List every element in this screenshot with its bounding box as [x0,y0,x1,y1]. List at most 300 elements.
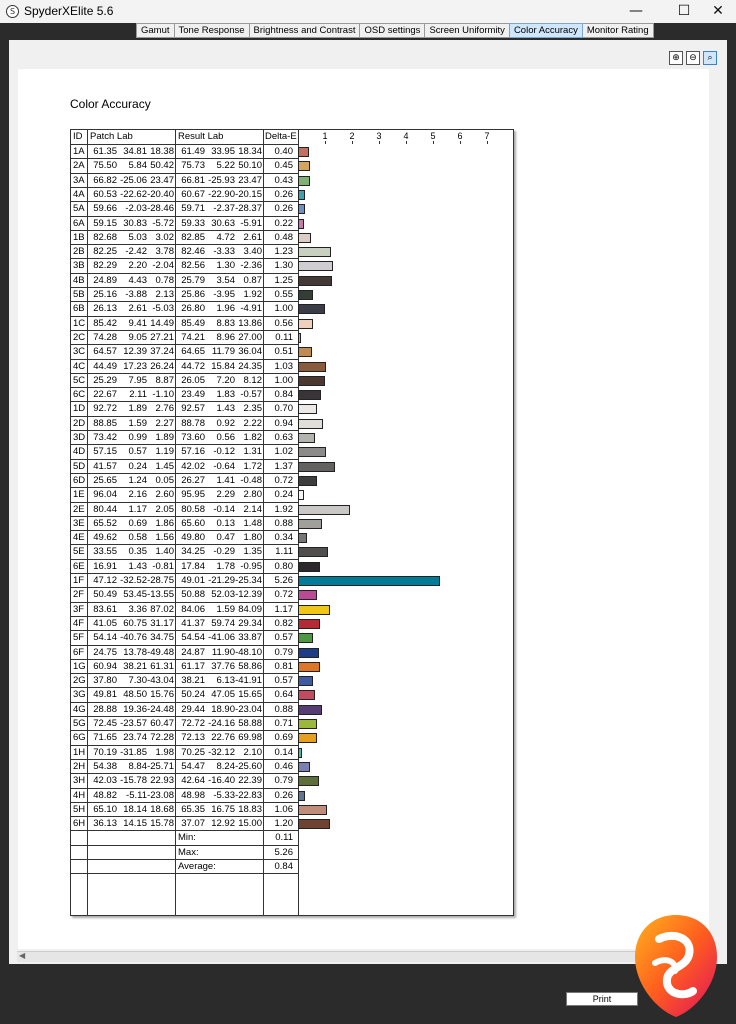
window-title: SpyderXElite 5.6 [24,4,114,18]
delta-e-bar [298,490,304,500]
patch-l: 57.15 [93,446,117,458]
result-b: 1.82 [243,432,262,443]
patch-l: 42.03 [93,775,117,787]
patch-b: -5.72 [152,217,174,229]
patch-l: 54.14 [93,632,117,644]
delta-e-value: 0.46 [274,760,293,772]
result-l: 24.87 [181,646,205,658]
delta-e-bar [298,576,440,586]
title-bar [0,0,736,23]
patch-b: 61.31 [150,660,174,672]
patch-l: 49.62 [93,532,117,544]
patch-b: -28.46 [147,203,174,215]
patch-b: 1.45 [155,460,174,472]
result-a: 18.90 [211,703,235,715]
result-b: -0.95 [240,560,262,572]
result-l: 59.71 [181,203,205,215]
delta-e-bar [298,562,320,572]
patch-l: 28.88 [93,703,117,715]
result-l: 26.27 [181,474,205,486]
patch-a: -40.76 [120,632,147,644]
delta-e-bar [298,662,320,672]
result-a: 59.74 [211,617,235,629]
row-id: 5A [73,203,85,215]
delta-e-value: 0.80 [274,560,293,572]
patch-l: 60.94 [93,660,117,672]
patch-a: 8.84 [128,760,147,772]
result-a: -24.16 [208,718,235,729]
delta-e-value: 0.88 [274,703,293,715]
header-patch-lab: Patch Lab [90,131,133,142]
delta-e-value: 0.82 [274,617,293,629]
delta-e-bar [298,476,317,486]
result-a: -16.40 [208,775,235,787]
result-a: 8.96 [216,331,235,343]
result-b: -25.60 [235,760,262,772]
patch-a: -23.57 [120,718,147,729]
result-l: 61.17 [181,660,205,672]
tab-bar [136,23,654,38]
tab-brightness-and-contrast[interactable]: Brightness and Contrast [250,23,361,38]
result-a: -2.37 [213,203,235,215]
scroll-left-icon[interactable]: ◀ [19,951,26,960]
row-id: 5D [73,460,86,472]
patch-b: 2.05 [155,503,174,515]
delta-e-value: 0.79 [274,775,293,787]
result-a: 0.56 [216,432,235,443]
result-l: 26.05 [181,374,205,386]
result-b: 33.87 [238,632,262,644]
patch-b: -23.08 [147,789,174,801]
delta-e-bar [298,319,313,329]
result-l: 66.81 [181,174,205,186]
summary-value: 5.26 [274,846,293,858]
row-id: 4F [73,617,85,629]
patch-b: 0.78 [155,274,174,286]
result-b: 2.35 [243,403,262,415]
delta-e-value: 1.25 [274,274,293,286]
patch-a: 3.36 [128,603,147,615]
patch-a: 0.58 [128,532,147,544]
result-a: 52.03 [211,589,235,601]
patch-a: -22.62 [120,188,147,200]
patch-l: 70.19 [93,746,117,758]
result-a: 7.20 [216,374,235,386]
patch-b: -20.40 [147,188,174,200]
row-id: 5G [73,718,86,729]
patch-a: 1.59 [128,417,147,429]
patch-a: 48.50 [123,689,147,701]
patch-l: 71.65 [93,732,117,744]
patch-a: 60.75 [123,617,147,629]
row-id: 1F [73,575,85,586]
tab-monitor-rating[interactable]: Monitor Rating [583,23,654,38]
delta-e-bar [298,533,307,543]
patch-l: 61.35 [93,146,117,157]
patch-b: 1.98 [155,746,174,758]
result-l: 60.67 [181,188,205,200]
delta-e-value: 1.92 [274,503,293,515]
result-b: 22.39 [238,775,262,787]
result-b: -41.91 [235,675,262,687]
delta-e-bar [298,633,313,643]
row-id: 3F [73,603,85,615]
patch-l: 41.05 [93,617,117,629]
patch-b: -2.04 [152,260,174,272]
patch-a: -2.42 [125,246,147,258]
summary-label: Average: [178,861,216,872]
patch-b: 50.42 [150,160,174,172]
row-id: 1E [73,489,85,501]
patch-a: 53.45 [123,589,147,601]
delta-e-value: 1.23 [274,246,293,258]
result-a: 2.29 [216,489,235,501]
patch-l: 25.16 [93,289,117,300]
row-id: 2C [73,331,86,343]
result-l: 92.57 [181,403,205,415]
patch-b: -25.71 [147,760,174,772]
result-b: 1.48 [243,517,262,529]
delta-e-bar [298,233,311,243]
horizontal-scrollbar[interactable] [17,951,710,962]
patch-a: -3.88 [125,289,147,300]
delta-e-value: 0.11 [275,331,293,343]
result-a: -32.12 [208,746,235,758]
delta-e-value: 1.37 [274,460,293,472]
patch-b: -24.48 [147,703,174,715]
patch-l: 54.38 [93,760,117,772]
result-a: 0.47 [216,532,235,544]
result-b: 2.10 [243,746,262,758]
result-b: -48.10 [235,646,262,658]
delta-e-value: 0.79 [274,646,293,658]
result-b: 18.83 [238,803,262,815]
result-a: -5.33 [213,789,235,801]
zoom-out-icon[interactable]: ⊖ [686,51,700,65]
patch-l: 44.49 [93,360,117,372]
result-a: 8.83 [216,317,235,329]
result-b: -2.36 [240,260,262,272]
result-b: 15.65 [238,689,262,701]
patch-b: 3.02 [155,231,174,243]
patch-a: 0.35 [128,546,147,558]
delta-e-bar [298,247,331,257]
patch-l: 59.15 [93,217,117,229]
result-a: 16.75 [211,803,235,815]
patch-a: 5.84 [128,160,147,172]
patch-l: 73.42 [93,432,117,443]
patch-b: -49.48 [147,646,174,658]
patch-a: 12.39 [123,346,147,358]
patch-l: 22.67 [93,389,117,401]
patch-b: 8.87 [155,374,174,386]
delta-e-value: 1.02 [274,446,293,458]
patch-l: 41.57 [93,460,117,472]
patch-b: 15.78 [150,818,174,830]
result-l: 44.72 [181,360,205,372]
patch-l: 83.61 [93,603,117,615]
delta-e-value: 1.11 [275,546,293,558]
delta-e-bar [298,390,321,400]
patch-a: 9.41 [128,317,147,329]
patch-b: -43.04 [147,675,174,687]
row-id: 3G [73,689,86,701]
patch-l: 85.42 [93,317,117,329]
zoom-fit-icon[interactable]: ⌕ [703,51,717,65]
result-b: 3.40 [243,246,262,258]
delta-e-bar [298,791,305,801]
header-id: ID [73,131,83,142]
result-l: 82.46 [181,246,205,258]
delta-e-value: 0.94 [274,417,293,429]
color-accuracy-table [70,129,514,916]
delta-e-value: 0.26 [274,188,293,200]
delta-e-bar [298,376,325,386]
result-l: 64.65 [181,346,205,358]
tab-tone-response[interactable]: Tone Response [175,23,250,38]
site-logo [631,911,721,1019]
result-l: 88.78 [181,417,205,429]
patch-b: 22.93 [150,775,174,787]
result-a: -0.64 [213,460,235,472]
row-id: 3A [73,174,85,186]
tab-color-accuracy[interactable]: Color Accuracy [510,23,583,38]
column-divider [263,130,264,915]
patch-a: 2.16 [128,489,147,501]
patch-l: 33.55 [93,546,117,558]
result-b: 8.12 [243,374,262,386]
result-l: 25.86 [181,289,205,300]
patch-l: 24.89 [93,274,117,286]
result-l: 54.54 [181,632,205,644]
result-a: 1.43 [216,403,235,415]
row-id: 2A [73,160,85,172]
result-a: 1.83 [216,389,235,401]
patch-a: -32.52 [120,575,147,586]
result-b: 58.86 [238,660,262,672]
delta-e-value: 0.26 [274,789,293,801]
result-a: 11.90 [211,646,235,658]
patch-b: 18.68 [150,803,174,815]
delta-e-value: 0.45 [274,160,293,172]
header-result-lab: Result Lab [178,131,224,142]
patch-l: 25.65 [93,474,117,486]
result-l: 72.13 [181,732,205,744]
patch-b: 1.19 [155,446,174,458]
axis-tick-label: 1 [322,131,328,141]
summary-label: Min: [178,832,196,844]
delta-e-bar [298,762,310,772]
delta-e-value: 0.72 [274,474,293,486]
result-b: -22.83 [235,789,262,801]
patch-a: 2.20 [128,260,147,272]
axis-tick [487,141,488,144]
zoom-in-icon[interactable]: ⊕ [669,51,683,65]
delta-e-value: 0.55 [274,289,293,300]
result-b: 1.31 [243,446,262,458]
row-id: 1H [73,746,86,758]
patch-a: 19.36 [123,703,147,715]
patch-a: 23.74 [123,732,147,744]
column-divider [87,130,88,915]
row-id: 2H [73,760,86,772]
print-button[interactable]: Print [566,992,638,1006]
row-id: 4H [73,789,86,801]
patch-b: -13.55 [147,589,174,601]
patch-a: 1.89 [128,403,147,415]
patch-b: 60.47 [150,718,174,729]
row-id: 1A [73,146,85,157]
result-l: 29.44 [181,703,205,715]
result-l: 84.06 [181,603,205,615]
row-id: 5H [73,803,86,815]
delta-e-value: 0.24 [274,489,293,501]
result-b: 0.87 [243,274,262,286]
header-delta-e: Delta-E [265,131,297,142]
result-a: 37.76 [211,660,235,672]
patch-l: 16.91 [93,560,117,572]
result-l: 74.21 [181,331,205,343]
patch-a: 1.17 [128,503,147,515]
result-b: -0.57 [240,389,262,401]
patch-b: 18.38 [150,146,174,157]
row-id: 6E [73,560,85,572]
patch-l: 64.57 [93,346,117,358]
result-b: 1.35 [243,546,262,558]
patch-l: 74.28 [93,331,117,343]
patch-a: 17.23 [123,360,147,372]
result-a: 8.24 [216,760,235,772]
delta-e-bar [298,719,317,729]
result-b: -28.37 [235,203,262,215]
delta-e-value: 0.43 [274,174,293,186]
patch-l: 24.75 [93,646,117,658]
patch-l: 47.12 [93,575,117,586]
result-b: -12.39 [235,589,262,601]
result-l: 72.72 [181,718,205,729]
patch-a: 5.03 [128,231,147,243]
delta-e-bar [298,619,320,629]
delta-e-bar [298,690,315,700]
patch-b: 87.02 [150,603,174,615]
delta-e-value: 0.14 [274,746,293,758]
patch-b: -1.10 [152,389,174,401]
patch-a: 1.24 [128,474,147,486]
result-a: 1.78 [216,560,235,572]
patch-b: 27.21 [150,331,174,343]
result-b: 58.88 [238,718,262,729]
patch-b: 26.24 [150,360,174,372]
patch-b: 2.60 [155,489,174,501]
delta-e-bar [298,276,332,286]
close-button[interactable]: ✕ [712,3,724,19]
patch-l: 75.50 [93,160,117,172]
row-id: 5C [73,374,86,386]
patch-b: 14.49 [150,317,174,329]
result-a: 1.59 [216,603,235,615]
result-a: -3.95 [213,289,235,300]
result-l: 23.49 [181,389,205,401]
patch-l: 37.80 [93,675,117,687]
result-b: 24.35 [238,360,262,372]
patch-b: 72.28 [150,732,174,744]
result-b: 1.92 [243,289,262,300]
axis-tick [406,141,407,144]
result-l: 82.85 [181,231,205,243]
delta-e-bar [298,505,350,515]
result-l: 59.33 [181,217,205,229]
patch-l: 26.13 [93,303,117,315]
delta-e-bar [298,733,317,743]
result-a: 11.79 [211,346,235,358]
delta-e-bar [298,805,327,815]
result-b: 2.14 [243,503,262,515]
row-id: 3B [73,260,85,272]
axis-tick [325,141,326,144]
delta-e-bar [298,447,326,457]
result-a: 3.54 [216,274,235,286]
axis-tick [433,141,434,144]
delta-e-value: 0.69 [274,732,293,744]
axis-tick [460,141,461,144]
row-id: 6B [73,303,85,315]
row-id: 2F [73,589,85,601]
patch-b: 2.13 [155,289,174,300]
result-a: -25.93 [208,174,235,186]
tab-osd-settings[interactable]: OSD settings [360,23,425,38]
row-id: 6A [73,217,85,229]
delta-e-bar [298,219,304,229]
row-id: 5F [73,632,85,644]
result-a: -21.29 [208,575,235,586]
row-id: 2D [73,417,86,429]
result-b: 27.00 [238,331,262,343]
row-id: 4B [73,274,85,286]
patch-b: -5.03 [152,303,174,315]
patch-l: 72.45 [93,718,117,729]
patch-b: 2.76 [155,403,174,415]
delta-e-bar [298,419,323,429]
result-l: 65.35 [181,803,205,815]
maximize-button[interactable]: ☐ [677,3,691,19]
result-l: 57.16 [181,446,205,458]
delta-e-value: 0.51 [274,346,293,358]
result-l: 25.79 [181,274,205,286]
minimize-button[interactable]: — [629,3,643,19]
delta-e-value: 0.81 [274,660,293,672]
axis-tick-label: 6 [457,131,463,141]
row-id: 3D [73,432,86,443]
delta-e-bar [298,648,319,658]
result-b: -4.91 [240,303,262,315]
tab-gamut[interactable]: Gamut [136,23,175,38]
result-b: 18.34 [238,146,262,157]
result-l: 80.58 [181,503,205,515]
result-l: 49.01 [181,575,205,586]
result-a: -0.14 [213,503,235,515]
delta-e-value: 0.26 [274,203,293,215]
tab-screen-uniformity[interactable]: Screen Uniformity [425,23,510,38]
result-l: 17.84 [181,560,205,572]
result-l: 70.25 [181,746,205,758]
delta-e-bar [298,748,302,758]
result-a: 1.96 [216,303,235,315]
result-a: -3.33 [213,246,235,258]
result-l: 54.47 [181,760,205,772]
result-b: 2.61 [243,231,262,243]
result-a: 33.95 [211,146,235,157]
row-id: 5E [73,546,85,558]
